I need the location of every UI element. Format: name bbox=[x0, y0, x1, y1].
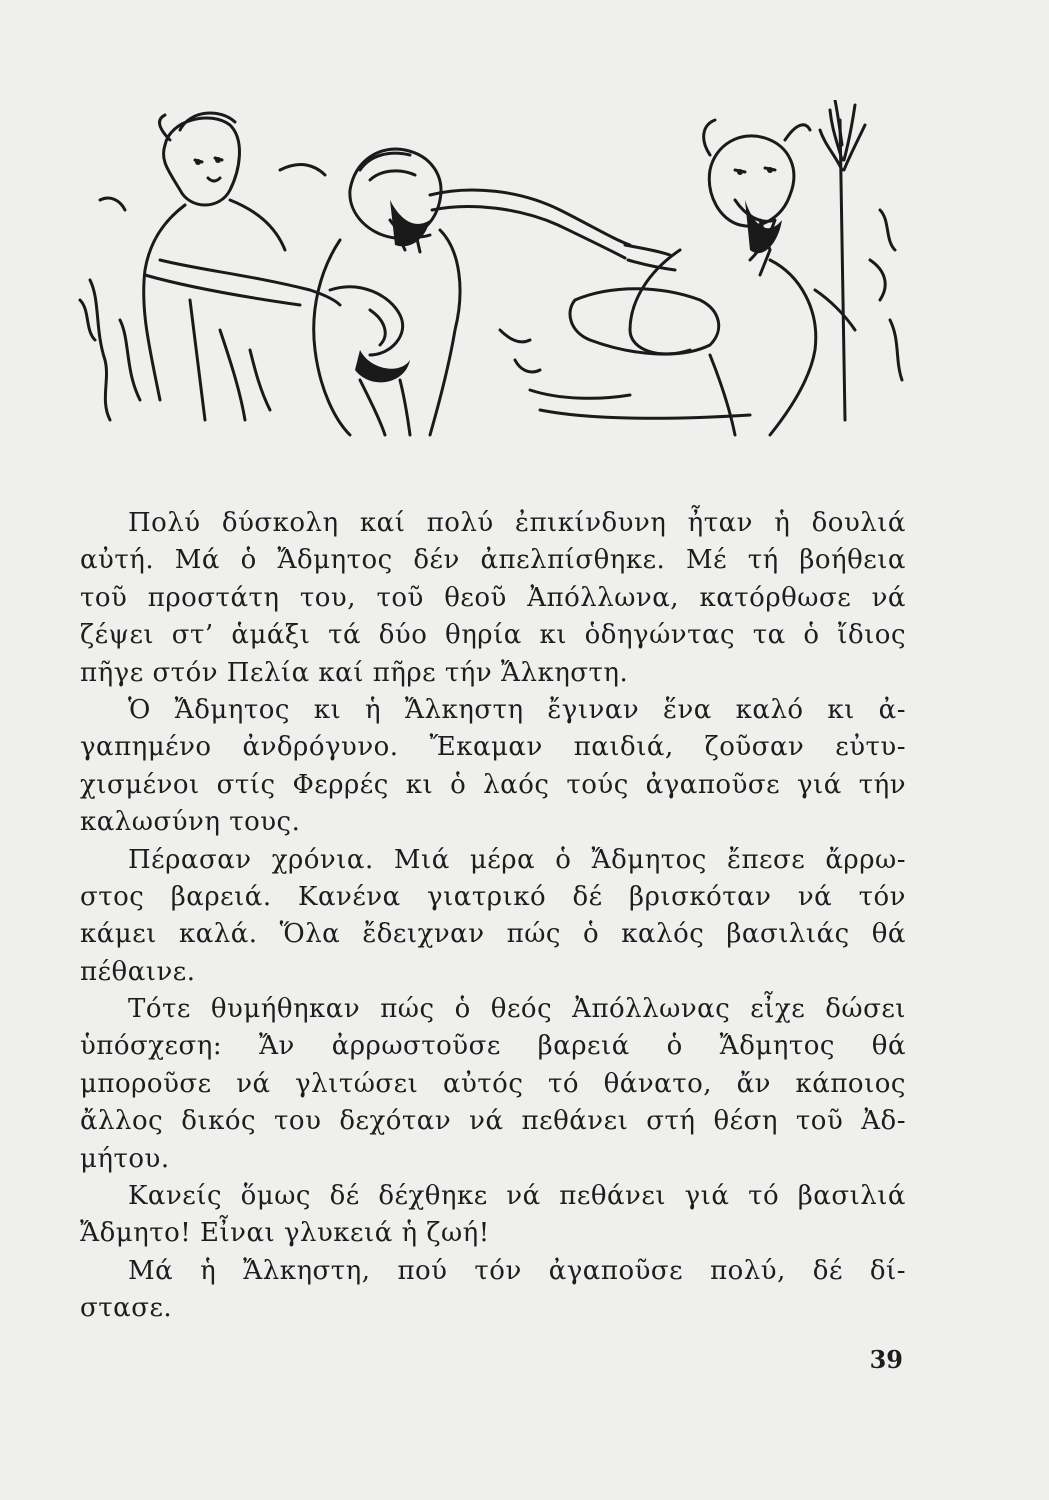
illustration-three-figures bbox=[70, 100, 910, 440]
text-line: Πολύ δύσκολη καί πολύ ἐπικίνδυνη ἦταν ἡ δουλιά bbox=[128, 508, 906, 538]
ink-drawing bbox=[70, 100, 910, 440]
text-line: Ὁ Ἄδμητος κι ἡ Ἄλκηστη ἔγιναν ἕνα καλό κι ἀ- bbox=[128, 694, 906, 725]
text-line: στος βαρειά. Κανένα γιατρικό δέ βρισκόταν νά τόν bbox=[80, 881, 906, 912]
figure-arm bbox=[430, 190, 675, 270]
text-line: ὑπόσχεση: Ἄν ἀρρωστοῦσε βαρειά ὁ Ἄδμητος θά bbox=[80, 1031, 906, 1062]
figure-apollo bbox=[570, 120, 855, 435]
branch-staff bbox=[820, 100, 865, 420]
text-line: τοῦ προστάτη του, τοῦ θεοῦ Ἀπόλλωνα, κατόρθωσε νά bbox=[80, 582, 906, 613]
text-line: χισμένοι στίς Φερρές κι ὁ λαός τούς ἀγαποῦσε γιά τήν bbox=[80, 769, 906, 800]
text-line: Μά ἡ Ἄλκηστη, πού τόν ἀγαποῦσε πολύ, δέ δί- bbox=[128, 1255, 906, 1286]
text-line: Τότε θυμήθηκαν πώς ὁ θεός Ἀπόλλωνας εἶχε δώσει bbox=[128, 994, 906, 1025]
text-line: Κανείς ὅμως δέ δέχθηκε νά πεθάνει γιά τό βασιλιά bbox=[128, 1181, 906, 1212]
text-line: πῆγε στόν Πελία καί πῆρε τήν Ἄλκηστη. bbox=[80, 657, 629, 688]
figure-woman bbox=[80, 113, 340, 420]
body-text bbox=[80, 505, 906, 1328]
text-line: μποροῦσε νά γλιτώσει αὐτός τό θάνατο, ἄν κάποιος bbox=[80, 1068, 906, 1099]
text-line: γαπημένο ἀνδρόγυνο. Ἔκαμαν παιδιά, ζοῦσαν εὐτυ- bbox=[80, 732, 906, 763]
text-line: πέθαινε. bbox=[80, 956, 196, 987]
text-line: αὐτή. Μά ὁ Ἄδμητος δέν ἀπελπίσθηκε. Μέ τή βοήθεια bbox=[80, 545, 906, 576]
text-line: κάμει καλά. Ὅλα ἔδειχναν πώς ὁ καλός βασιλιάς θά bbox=[80, 919, 906, 950]
text-line: ἄλλος δικός του δεχόταν νά πεθάνει στή θέση τοῦ Ἀδ- bbox=[80, 1106, 906, 1137]
text-line: καλωσύνη τους. bbox=[80, 807, 301, 838]
text-line: ζέψει στ’ ἁμάξι τά δύο θηρία κι ὁδηγώντας τα ὁ ἴδιος bbox=[80, 620, 906, 651]
page-number: 39 bbox=[869, 1345, 903, 1374]
text-line: Ἄδμητο! Εἶναι γλυκειά ἡ ζωή! bbox=[80, 1218, 490, 1249]
text-line: μήτου. bbox=[80, 1143, 170, 1174]
text-line: στασε. bbox=[80, 1293, 173, 1324]
text-line: Πέρασαν χρόνια. Μιά μέρα ὁ Ἄδμητος ἔπεσε ἄρρω- bbox=[128, 844, 906, 875]
